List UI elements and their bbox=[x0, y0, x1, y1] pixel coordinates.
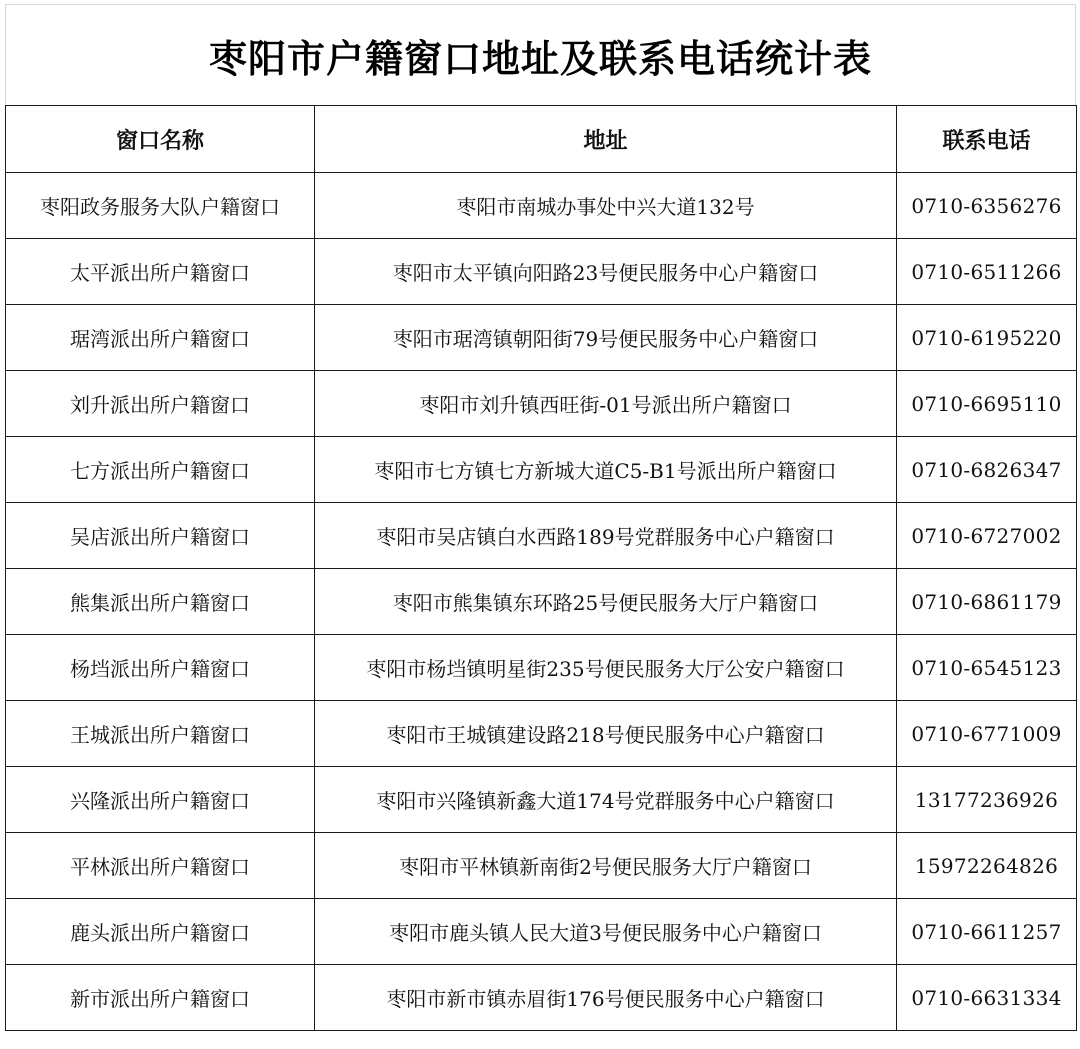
table-row bbox=[6, 173, 1077, 239]
window-name-cell: 琚湾派出所户籍窗口 bbox=[6, 305, 315, 371]
column-header-phone: 联系电话 bbox=[897, 106, 1077, 173]
table-row bbox=[6, 503, 1077, 569]
table-row bbox=[6, 833, 1077, 899]
window-name-cell: 七方派出所户籍窗口 bbox=[6, 437, 315, 503]
address-cell: 枣阳市太平镇向阳路23号便民服务中心户籍窗口 bbox=[315, 239, 897, 305]
address-cell: 枣阳市杨垱镇明星街235号便民服务大厅公安户籍窗口 bbox=[315, 635, 897, 701]
table-row bbox=[6, 701, 1077, 767]
address-cell: 枣阳市平林镇新南街2号便民服务大厅户籍窗口 bbox=[315, 833, 897, 899]
address-cell: 枣阳市吴店镇白水西路189号党群服务中心户籍窗口 bbox=[315, 503, 897, 569]
window-name-cell: 太平派出所户籍窗口 bbox=[6, 239, 315, 305]
table-row bbox=[6, 899, 1077, 965]
table-row bbox=[6, 239, 1077, 305]
phone-cell: 0710-6511266 bbox=[897, 239, 1077, 305]
table-row bbox=[6, 767, 1077, 833]
window-name-cell: 王城派出所户籍窗口 bbox=[6, 701, 315, 767]
phone-cell: 15972264826 bbox=[897, 833, 1077, 899]
address-cell: 枣阳市琚湾镇朝阳街79号便民服务中心户籍窗口 bbox=[315, 305, 897, 371]
table-row bbox=[6, 437, 1077, 503]
phone-cell: 0710-6356276 bbox=[897, 173, 1077, 239]
address-cell: 枣阳市南城办事处中兴大道132号 bbox=[315, 173, 897, 239]
column-header-name: 窗口名称 bbox=[6, 106, 315, 173]
phone-cell: 0710-6771009 bbox=[897, 701, 1077, 767]
column-header-address: 地址 bbox=[315, 106, 897, 173]
table-header-row bbox=[6, 106, 1077, 173]
table-row bbox=[6, 569, 1077, 635]
phone-cell: 0710-6631334 bbox=[897, 965, 1077, 1031]
address-cell: 枣阳市七方镇七方新城大道C5-B1号派出所户籍窗口 bbox=[315, 437, 897, 503]
phone-cell: 0710-6826347 bbox=[897, 437, 1077, 503]
table-row bbox=[6, 305, 1077, 371]
window-name-cell: 新市派出所户籍窗口 bbox=[6, 965, 315, 1031]
window-name-cell: 枣阳政务服务大队户籍窗口 bbox=[6, 173, 315, 239]
phone-cell: 0710-6611257 bbox=[897, 899, 1077, 965]
table-body bbox=[6, 173, 1077, 1031]
address-cell: 枣阳市兴隆镇新鑫大道174号党群服务中心户籍窗口 bbox=[315, 767, 897, 833]
table-row bbox=[6, 635, 1077, 701]
phone-cell: 0710-6545123 bbox=[897, 635, 1077, 701]
phone-cell: 0710-6861179 bbox=[897, 569, 1077, 635]
window-name-cell: 平林派出所户籍窗口 bbox=[6, 833, 315, 899]
address-cell: 枣阳市熊集镇东环路25号便民服务大厅户籍窗口 bbox=[315, 569, 897, 635]
address-cell: 枣阳市刘升镇西旺街-01号派出所户籍窗口 bbox=[315, 371, 897, 437]
address-cell: 枣阳市王城镇建设路218号便民服务中心户籍窗口 bbox=[315, 701, 897, 767]
phone-cell: 0710-6195220 bbox=[897, 305, 1077, 371]
address-cell: 枣阳市新市镇赤眉街176号便民服务中心户籍窗口 bbox=[315, 965, 897, 1031]
phone-cell: 0710-6695110 bbox=[897, 371, 1077, 437]
table-row bbox=[6, 371, 1077, 437]
table-row bbox=[6, 965, 1077, 1031]
statistics-sheet bbox=[5, 4, 1076, 1044]
phone-cell: 13177236926 bbox=[897, 767, 1077, 833]
window-name-cell: 熊集派出所户籍窗口 bbox=[6, 569, 315, 635]
window-name-cell: 杨垱派出所户籍窗口 bbox=[6, 635, 315, 701]
address-cell: 枣阳市鹿头镇人民大道3号便民服务中心户籍窗口 bbox=[315, 899, 897, 965]
window-name-cell: 吴店派出所户籍窗口 bbox=[6, 503, 315, 569]
phone-cell: 0710-6727002 bbox=[897, 503, 1077, 569]
window-name-cell: 兴隆派出所户籍窗口 bbox=[6, 767, 315, 833]
page-title: 枣阳市户籍窗口地址及联系电话统计表 bbox=[5, 4, 1076, 105]
contact-table bbox=[5, 105, 1077, 1031]
window-name-cell: 鹿头派出所户籍窗口 bbox=[6, 899, 315, 965]
window-name-cell: 刘升派出所户籍窗口 bbox=[6, 371, 315, 437]
